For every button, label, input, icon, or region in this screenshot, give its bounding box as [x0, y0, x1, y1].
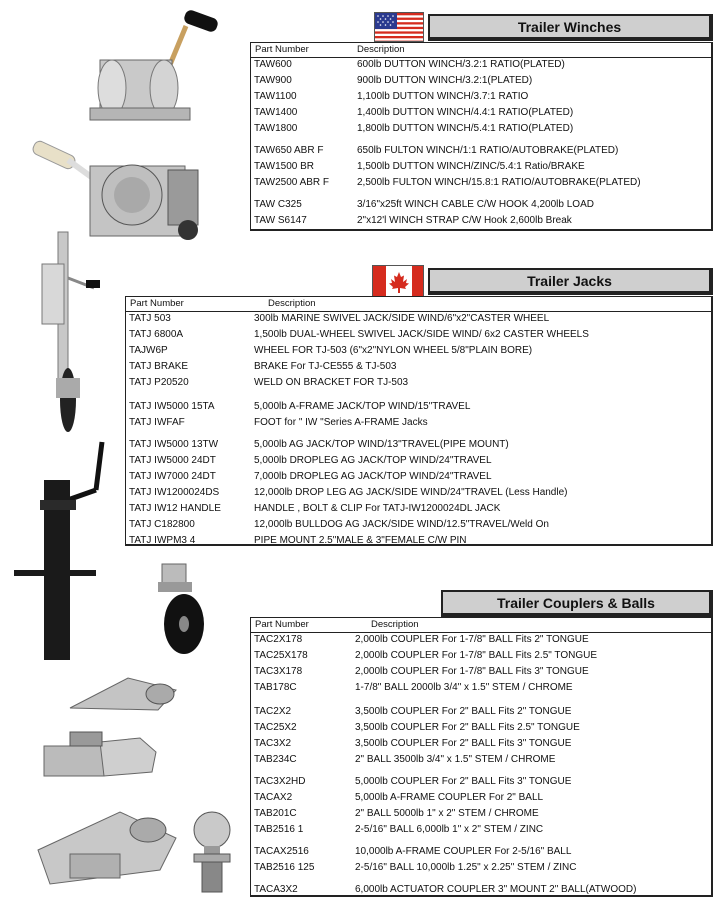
- table-row: [251, 790, 711, 806]
- hitch-ball-image: [186, 808, 236, 898]
- part-number: TAC2X2: [254, 706, 292, 717]
- part-number: TAB178C: [254, 682, 297, 693]
- a-frame-coupler-image: [68, 670, 178, 720]
- part-number: TAJW6P: [129, 345, 168, 356]
- swivel-jack-image: [28, 228, 108, 438]
- part-number: TATJ IW5000 24DT: [129, 455, 216, 466]
- part-number: TAW600: [254, 59, 292, 70]
- part-number: TAW1500 BR: [254, 161, 315, 172]
- part-number: TATJ 6800A: [129, 329, 184, 340]
- table-row: [251, 720, 711, 736]
- section-title-couplers: Trailer Couplers & Balls: [441, 590, 713, 617]
- description: 1,500lb DUTTON WINCH/ZINC/5.4:1 Ratio/BRAKE: [357, 161, 585, 172]
- description: 1,800lb DUTTON WINCH/5.4:1 RATIO(PLATED): [357, 123, 574, 134]
- description: 1,400lb DUTTON WINCH/4.4:1 RATIO(PLATED): [357, 107, 574, 118]
- description: 6,000lb ACTUATOR COUPLER 3" MOUNT 2" BALL(ATWOOD): [355, 884, 637, 895]
- table-row: [251, 197, 711, 213]
- part-number: TAC3X2: [254, 738, 292, 749]
- jacks-table: [125, 296, 713, 546]
- description: 1,100lb DUTTON WINCH/3.7:1 RATIO: [357, 91, 529, 102]
- table-row: [251, 704, 711, 720]
- description: 300lb MARINE SWIVEL JACK/SIDE WIND/6"x2"CASTER WHEEL: [254, 313, 550, 324]
- table-row: [251, 73, 711, 89]
- description: 5,000lb COUPLER For 2" BALL Fits 3" TONGUE: [355, 776, 572, 787]
- part-number: TAB234C: [254, 754, 297, 765]
- col-part-number: Part Number: [130, 298, 184, 309]
- table-row: [251, 882, 711, 898]
- part-number: TAC25X2: [254, 722, 297, 733]
- description: WELD ON BRACKET FOR TJ-503: [254, 377, 409, 388]
- part-number: TAW650 ABR F: [254, 145, 324, 156]
- description: 900lb DUTTON WINCH/3.2:1(PLATED): [357, 75, 533, 86]
- table-row: [251, 175, 711, 191]
- part-number: TACAX2: [254, 792, 293, 803]
- description: 5,000lb A-FRAME COUPLER For 2" BALL: [355, 792, 544, 803]
- description: PIPE MOUNT 2.5"MALE & 3"FEMALE C/W PIN: [254, 535, 467, 546]
- part-number: TAC25X178: [254, 650, 308, 661]
- table-row: [251, 159, 711, 175]
- table-row: [126, 501, 711, 517]
- description: 1-7/8" BALL 2000lb 3/4" x 1.5" STEM / CHROME: [355, 682, 573, 693]
- description: 2" BALL 3500lb 3/4" x 1.5" STEM / CHROME: [355, 754, 556, 765]
- description: 12,000lb DROP LEG AG JACK/SIDE WIND/24"TRAVEL (Less Handle): [254, 487, 568, 498]
- section-title-jacks: Trailer Jacks: [428, 268, 713, 295]
- description: 2" BALL 5000lb 1" x 2" STEM / CHROME: [355, 808, 539, 819]
- table-row: [251, 736, 711, 752]
- table-row: [251, 822, 711, 838]
- winch-image: [82, 8, 232, 133]
- part-number: TATJ C182800: [129, 519, 195, 530]
- description: 3/16"x25ft WINCH CABLE C/W HOOK 4,200lb LOAD: [357, 199, 594, 210]
- col-description: Description: [357, 44, 405, 55]
- description: HANDLE , BOLT & CLIP For TATJ-IW1200024DL JACK: [254, 503, 501, 514]
- description: 3,500lb COUPLER For 2" BALL Fits 2" TONGUE: [355, 706, 572, 717]
- part-number: TATJ IW5000 13TW: [129, 439, 219, 450]
- table-row: [126, 469, 711, 485]
- table-row: [126, 311, 711, 327]
- description: 2-5/16" BALL 6,000lb 1" x 2" STEM / ZINC: [355, 824, 544, 835]
- table-row: [126, 359, 711, 375]
- part-number: TATJ IWFAF: [129, 417, 185, 428]
- description: 650lb FULTON WINCH/1:1 RATIO/AUTOBRAKE(PLATED): [357, 145, 619, 156]
- ag-jack-image: [10, 440, 110, 668]
- description: 3,500lb COUPLER For 2" BALL Fits 2.5" TONGUE: [355, 722, 580, 733]
- table-row: [251, 844, 711, 860]
- table-row: [251, 860, 711, 876]
- canada-flag-icon: [372, 265, 424, 297]
- col-part-number: Part Number: [255, 619, 309, 630]
- table-row: [251, 774, 711, 790]
- part-number: TAC3X178: [254, 666, 303, 677]
- part-number: TAW1100: [254, 91, 297, 102]
- caster-wheel-image: [150, 558, 216, 658]
- table-row: [126, 453, 711, 469]
- table-row: [126, 437, 711, 453]
- straight-coupler-image: [40, 726, 160, 788]
- part-number: TACA3X2: [254, 884, 298, 895]
- part-number: TATJ IW7000 24DT: [129, 471, 216, 482]
- description: 3,500lb COUPLER For 2" BALL Fits 3" TONGUE: [355, 738, 572, 749]
- description: 2,000lb COUPLER For 1-7/8" BALL Fits 2" TONGUE: [355, 634, 589, 645]
- table-row: [251, 632, 711, 648]
- part-number: TATJ IW5000 15TA: [129, 401, 215, 412]
- description: 2,500lb FULTON WINCH/15.8:1 RATIO/AUTOBRAKE(PLATED): [357, 177, 641, 188]
- table-row: [251, 143, 711, 159]
- description: 2-5/16" BALL 10,000lb 1.25" x 2.25" STEM / ZINC: [355, 862, 577, 873]
- col-description: Description: [371, 619, 419, 630]
- table-row: [251, 648, 711, 664]
- part-number: TAW C325: [254, 199, 302, 210]
- description: 5,000lb DROPLEG AG JACK/TOP WIND/24"TRAVEL: [254, 455, 492, 466]
- col-description: Description: [268, 298, 316, 309]
- table-header: [251, 618, 711, 633]
- part-number: TATJ IW12 HANDLE: [129, 503, 221, 514]
- table-header: [251, 43, 711, 58]
- part-number: TAC2X178: [254, 634, 303, 645]
- description: FOOT for " IW "Series A-FRAME Jacks: [254, 417, 428, 428]
- table-row: [251, 664, 711, 680]
- table-row: [251, 680, 711, 696]
- table-row: [126, 343, 711, 359]
- col-part-number: Part Number: [255, 44, 309, 55]
- table-row: [126, 517, 711, 533]
- table-row: [126, 375, 711, 391]
- description: 600lb DUTTON WINCH/3.2:1 RATIO(PLATED): [357, 59, 565, 70]
- usa-flag-icon: [374, 12, 424, 42]
- part-number: TAW2500 ABR F: [254, 177, 330, 188]
- table-row: [251, 89, 711, 105]
- table-row: [251, 752, 711, 768]
- part-number: TAW1400: [254, 107, 298, 118]
- table-row: [126, 327, 711, 343]
- part-number: TATJ IW1200024DS: [129, 487, 220, 498]
- table-row: [126, 533, 711, 549]
- part-number: TATJ 503: [129, 313, 171, 324]
- part-number: TAC3X2HD: [254, 776, 306, 787]
- table-row: [251, 57, 711, 73]
- part-number: TAB2516 125: [254, 862, 315, 873]
- description: 5,000lb AG JACK/TOP WIND/13"TRAVEL(PIPE MOUNT): [254, 439, 509, 450]
- couplers-table: [250, 617, 713, 897]
- description: 7,000lb DROPLEG AG JACK/TOP WIND/24"TRAVEL: [254, 471, 492, 482]
- table-row: [126, 399, 711, 415]
- table-row: [251, 105, 711, 121]
- table-header: [126, 297, 711, 312]
- actuator-coupler-image: [30, 790, 180, 890]
- part-number: TAB201C: [254, 808, 297, 819]
- description: 10,000lb A-FRAME COUPLER For 2-5/16" BALL: [355, 846, 572, 857]
- description: 5,000lb A-FRAME JACK/TOP WIND/15"TRAVEL: [254, 401, 471, 412]
- part-number: TACAX2516: [254, 846, 309, 857]
- description: 2"x12'l WINCH STRAP C/W Hook 2,600lb Break: [357, 215, 572, 226]
- description: 2,000lb COUPLER For 1-7/8" BALL Fits 3" TONGUE: [355, 666, 589, 677]
- part-number: TAW1800: [254, 123, 298, 134]
- part-number: TAW S6147: [254, 215, 307, 226]
- table-row: [126, 415, 711, 431]
- section-title-winches: Trailer Winches: [428, 14, 713, 41]
- description: 12,000lb BULLDOG AG JACK/SIDE WIND/12.5"TRAVEL/Weld On: [254, 519, 549, 530]
- table-row: [251, 213, 711, 229]
- description: BRAKE For TJ-CE555 & TJ-503: [254, 361, 397, 372]
- part-number: TATJ BRAKE: [129, 361, 189, 372]
- table-row: [126, 485, 711, 501]
- winches-table: [250, 42, 713, 231]
- description: 2,000lb COUPLER For 1-7/8" BALL Fits 2.5" TONGUE: [355, 650, 598, 661]
- part-number: TAB2516 1: [254, 824, 304, 835]
- part-number: TATJ IWPM3 4: [129, 535, 196, 546]
- description: WHEEL FOR TJ-503 (6"x2"NYLON WHEEL 5/8"PLAIN BORE): [254, 345, 533, 356]
- table-row: [251, 806, 711, 822]
- table-row: [251, 121, 711, 137]
- part-number: TATJ P20520: [129, 377, 189, 388]
- description: 1,500lb DUAL-WHEEL SWIVEL JACK/SIDE WIND/ 6x2 CASTER WHEELS: [254, 329, 589, 340]
- part-number: TAW900: [254, 75, 292, 86]
